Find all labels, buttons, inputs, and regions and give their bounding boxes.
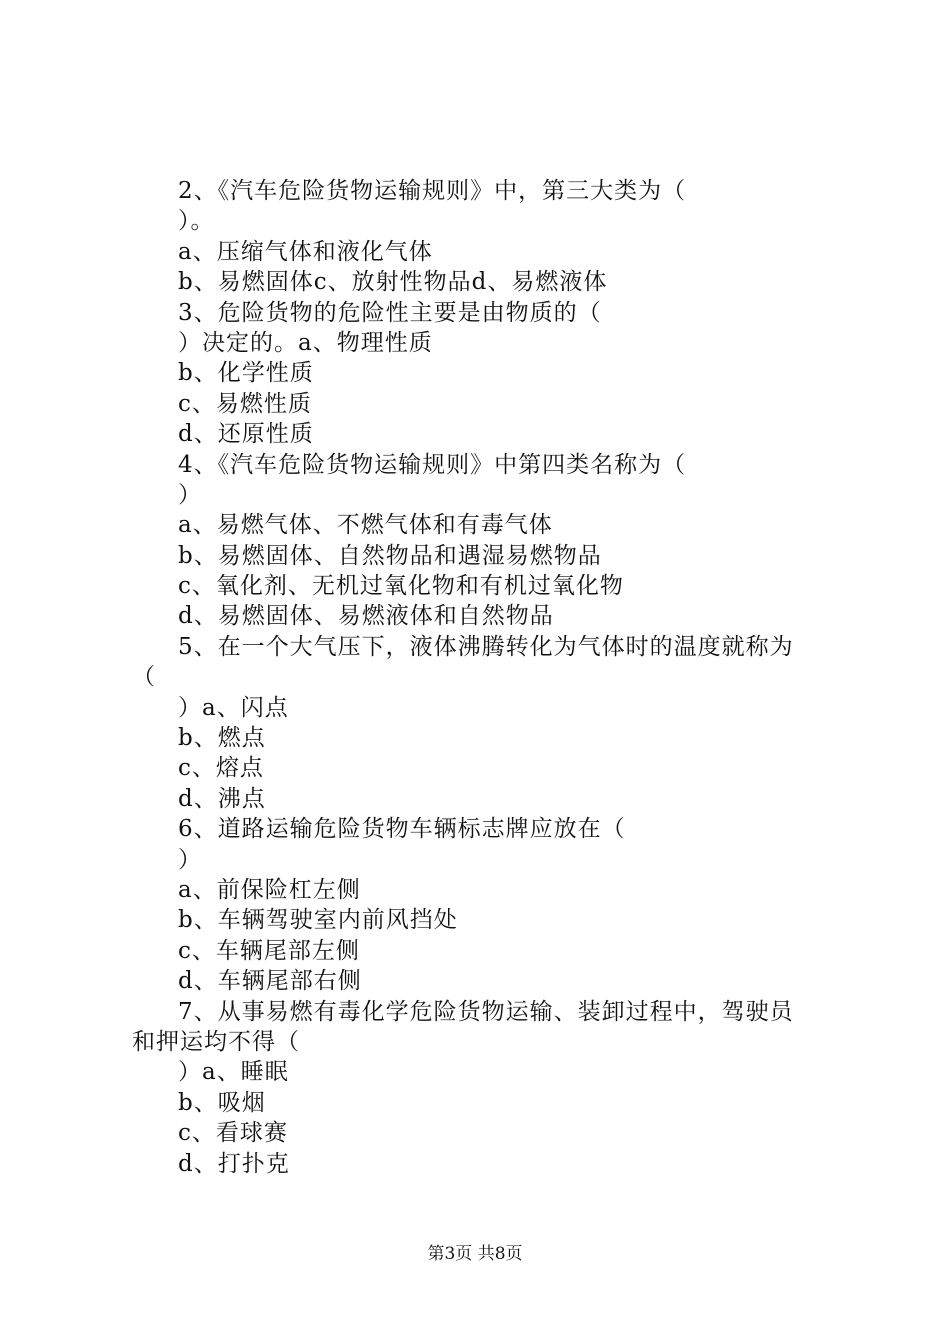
question-7-option-a: ）a、睡眠	[178, 1059, 289, 1086]
question-3-line-1: 3、危险货物的危险性主要是由物质的（	[178, 299, 602, 326]
question-6-option-b: b、车辆驾驶室内前风挡处	[178, 907, 458, 934]
question-2-line-2: ）。	[178, 208, 215, 235]
question-6-option-d: d、车辆尾部右侧	[178, 968, 362, 995]
question-4-option-c: c、氧化剂、无机过氧化物和有机过氧化物	[178, 573, 624, 600]
question-6-line-1: 6、道路运输危险货物车辆标志牌应放在（	[178, 816, 626, 843]
question-6-option-c: c、车辆尾部左侧	[178, 937, 360, 964]
question-2-line-1: 2、《汽车危险货物运输规则》中，第三大类为（	[178, 178, 687, 204]
question-4-option-d: d、易燃固体、易燃液体和自然物品	[178, 603, 554, 630]
question-7-option-c: c、看球赛	[178, 1120, 288, 1147]
question-5-option-a: ）a、闪点	[178, 694, 289, 721]
question-5-line-2: （	[132, 664, 156, 691]
question-2-option-a: a、压缩气体和液化气体	[178, 238, 433, 265]
page-footer: 第3页 共8页	[427, 1244, 523, 1264]
question-3-option-b: b、化学性质	[178, 360, 314, 387]
question-7-option-b: b、吸烟	[178, 1089, 266, 1116]
question-4-line-1: 4、《汽车危险货物运输规则》中第四类名称为（	[178, 451, 687, 478]
question-4-option-a: a、易燃气体、不燃气体和有毒气体	[178, 512, 553, 539]
question-6-line-2: ）	[178, 846, 202, 873]
question-4-option-b: b、易燃固体、自然物品和遇湿易燃物品	[178, 542, 602, 569]
question-4-line-2: ）	[178, 481, 202, 508]
question-2-options-bcd: b、易燃固体c、放射性物品d、易燃液体	[178, 269, 608, 296]
question-3-option-d: d、还原性质	[178, 421, 314, 448]
question-5-line-1: 5、在一个大气压下，液体沸腾转化为气体时的温度就称为	[178, 633, 794, 660]
question-5-option-b: b、燃点	[178, 725, 266, 752]
document-body	[132, 176, 832, 1179]
question-5-option-c: c、熔点	[178, 755, 264, 782]
question-6-option-a: a、前保险杠左侧	[178, 876, 361, 903]
question-3-option-c: c、易燃性质	[178, 390, 312, 417]
question-3-line-2: ）决定的。a、物理性质	[178, 329, 433, 356]
question-7-line-2: 和押运均不得（	[132, 1028, 300, 1055]
question-7-option-d: d、打扑克	[178, 1150, 290, 1177]
question-7-line-1: 7、从事易燃有毒化学危险货物运输、装卸过程中，驾驶员	[178, 998, 794, 1025]
question-5-option-d: d、沸点	[178, 785, 266, 812]
